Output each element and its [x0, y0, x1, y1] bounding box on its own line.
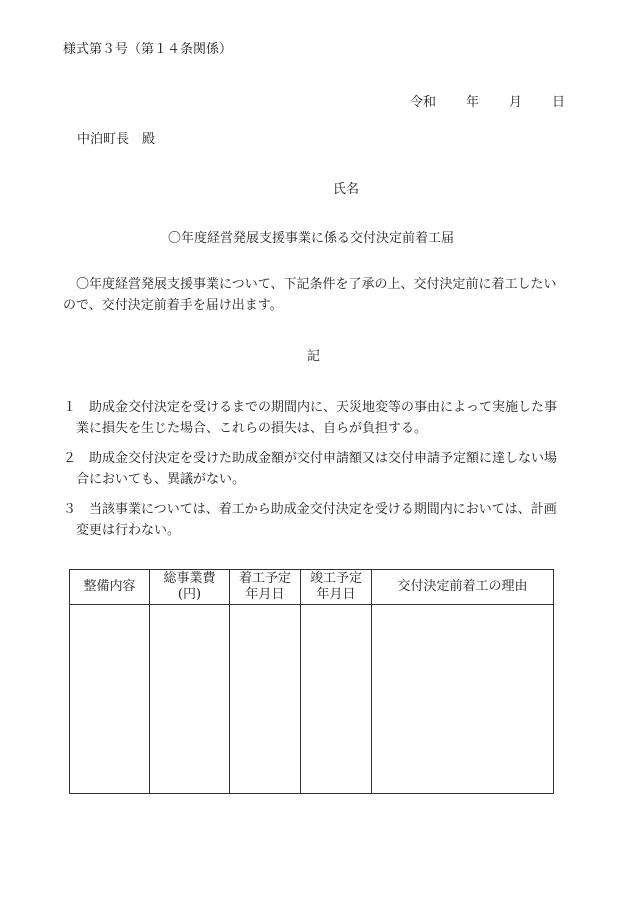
date-day: 日	[552, 95, 566, 110]
condition-item-1	[63, 397, 563, 439]
header-reason: 交付決定前着工の理由	[372, 570, 554, 605]
item-text: 当該事業については、着工から助成金交付決定を受ける期間内においては、計画	[89, 502, 557, 517]
applicant-name-label: 氏名	[333, 182, 360, 197]
cell-maintenance-content[interactable]	[70, 605, 150, 794]
construction-table	[69, 569, 554, 794]
item-text: 合においても、異議がない。	[76, 472, 246, 487]
form-number: 様式第３号（第１４条関係）	[63, 42, 233, 57]
table-header-row	[70, 570, 554, 605]
cell-completion-date[interactable]	[301, 605, 372, 794]
item-number: １	[63, 400, 77, 415]
cell-start-date[interactable]	[230, 605, 301, 794]
item-text: 助成金交付決定を受けるまでの期間内に、天災地変等の事由によって実施した事	[89, 400, 558, 415]
condition-item-2	[63, 448, 563, 490]
table-row	[70, 605, 554, 794]
header-completion-date: 竣工予定 年月日	[301, 570, 372, 605]
item-text: 変更は行わない。	[76, 523, 181, 538]
item-number: ３	[63, 502, 77, 517]
date-month: 月	[509, 95, 523, 110]
condition-item-3	[63, 499, 563, 541]
item-number: ２	[63, 451, 77, 466]
body-paragraph	[63, 274, 563, 316]
item-text: 業に損失を生じた場合、これらの損失は、自らが負担する。	[76, 421, 428, 436]
header-start-date: 着工予定 年月日	[230, 570, 301, 605]
body-line: 〇年度経営発展支援事業について、下記条件を了承の上、交付決定前に着工したい	[76, 277, 557, 292]
addressee: 中泊町長 殿	[77, 132, 156, 147]
cell-reason[interactable]	[372, 605, 554, 794]
submission-date	[410, 91, 565, 110]
header-total-cost: 総事業費 (円)	[150, 570, 230, 605]
cell-total-cost[interactable]	[150, 605, 230, 794]
date-era: 令和	[410, 95, 437, 110]
item-text: 助成金交付決定を受けた助成金額が交付申請額又は交付申請予定額に達しない場	[89, 451, 558, 466]
date-year: 年	[466, 95, 480, 110]
ki-heading: 記	[307, 349, 321, 364]
body-line: ので、交付決定前着手を届け出ます。	[63, 298, 283, 313]
document-title: 〇年度経営発展支援事業に係る交付決定前着工届	[168, 231, 455, 246]
header-maintenance-content: 整備内容	[70, 570, 150, 605]
